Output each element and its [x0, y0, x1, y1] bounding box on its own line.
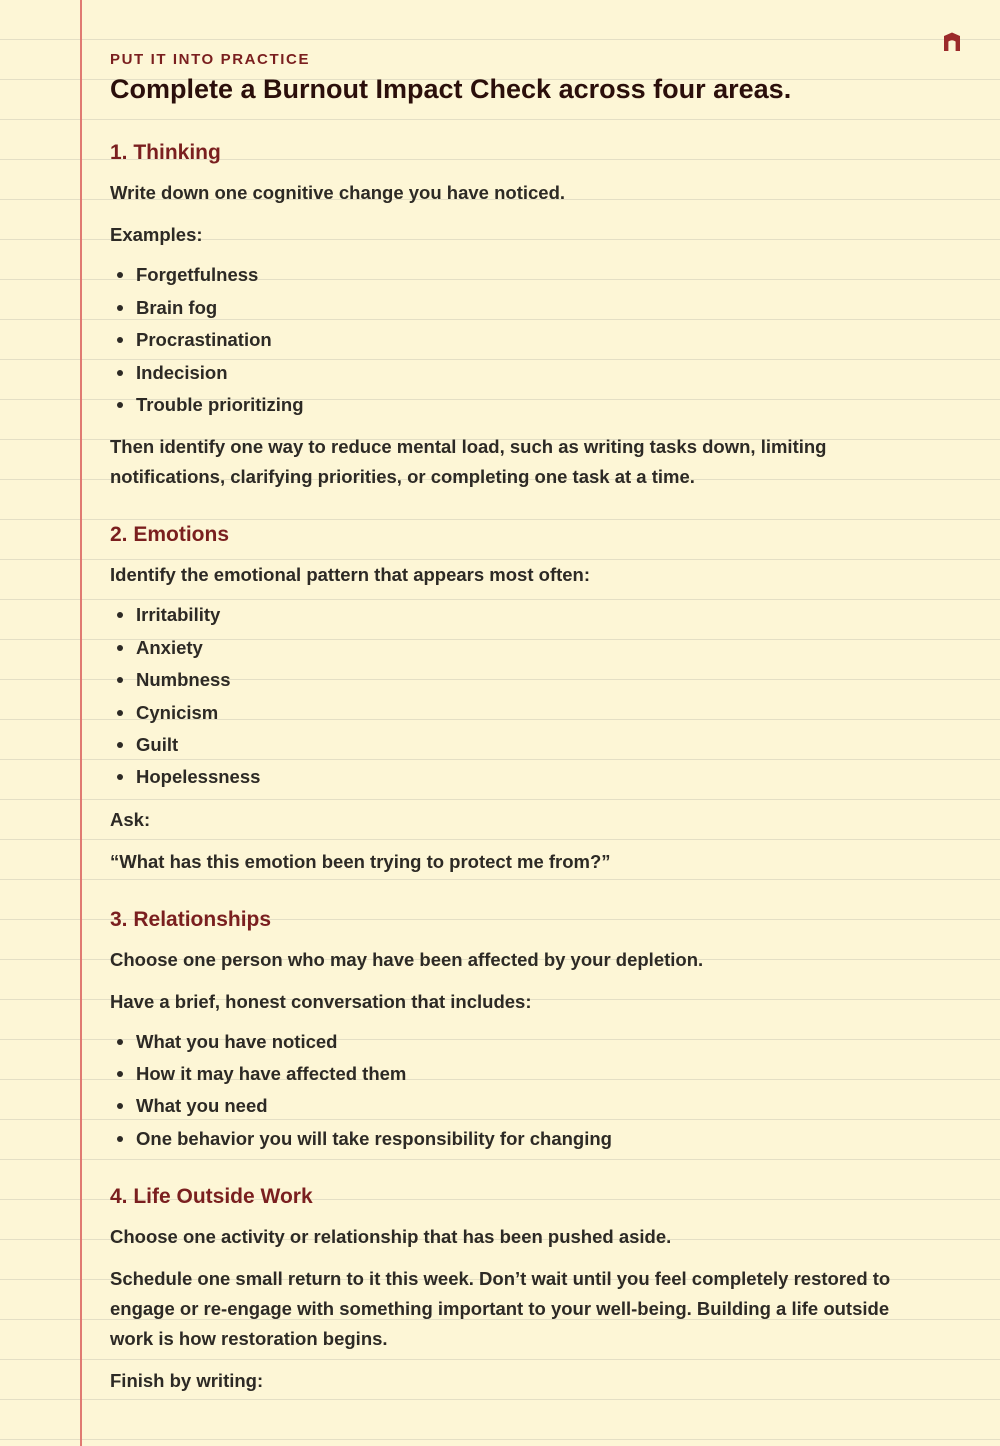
- thinking-followup: Then identify one way to reduce mental load, such as writing tasks down, limiting notifications, clarifying priorities, or completing one task at a time.: [110, 436, 827, 487]
- emotions-intro: Identify the emotional pattern that appears most often:: [110, 564, 591, 585]
- life-outside-work-intro: Choose one activity or relationship that has been pushed aside.: [110, 1226, 672, 1247]
- section-heading-thinking: 1. Thinking: [110, 141, 221, 164]
- list-item: Forgetfulness: [136, 262, 258, 288]
- relationships-intro: Choose one person who may have been affected by your depletion.: [110, 949, 704, 970]
- list-item: How it may have affected them: [136, 1061, 406, 1087]
- list-item: One behavior you will take responsibility for changing: [136, 1126, 612, 1152]
- life-outside-work-closing: Finish by writing:: [110, 1370, 264, 1391]
- relationships-lead: Have a brief, honest conversation that includes:: [110, 991, 532, 1012]
- page-title: Complete a Burnout Impact Check across four areas.: [110, 74, 792, 104]
- life-outside-work-body: Schedule one small return to it this week. Don’t wait until you feel completely restored to engage or re-engage with something important to your well-being. Building a life outside work is how restoration begins.: [110, 1268, 891, 1349]
- section-heading-emotions: 2. Emotions: [110, 523, 230, 546]
- list-item: Irritability: [136, 602, 220, 628]
- shield-icon: [942, 32, 962, 52]
- list-item: Numbness: [136, 667, 231, 693]
- list-item: Guilt: [136, 732, 178, 758]
- emotions-ask-label: Ask:: [110, 809, 151, 830]
- list-item: What you need: [136, 1093, 268, 1119]
- list-item: Indecision: [136, 360, 228, 386]
- section-heading-relationships: 3. Relationships: [110, 908, 272, 931]
- list-item: Brain fog: [136, 295, 217, 321]
- list-item: Procrastination: [136, 327, 272, 353]
- list-item: Cynicism: [136, 700, 218, 726]
- list-item: Anxiety: [136, 635, 203, 661]
- thinking-examples-label: Examples:: [110, 224, 203, 245]
- emotions-question: “What has this emotion been trying to protect me from?”: [110, 851, 611, 872]
- section-heading-life-outside-work: 4. Life Outside Work: [110, 1185, 313, 1208]
- list-item: What you have noticed: [136, 1029, 337, 1055]
- section-kicker: PUT IT INTO PRACTICE: [110, 51, 311, 68]
- thinking-intro: Write down one cognitive change you have noticed.: [110, 182, 566, 203]
- list-item: Trouble prioritizing: [136, 392, 304, 418]
- notebook-margin-line: [80, 0, 82, 1446]
- list-item: Hopelessness: [136, 764, 260, 790]
